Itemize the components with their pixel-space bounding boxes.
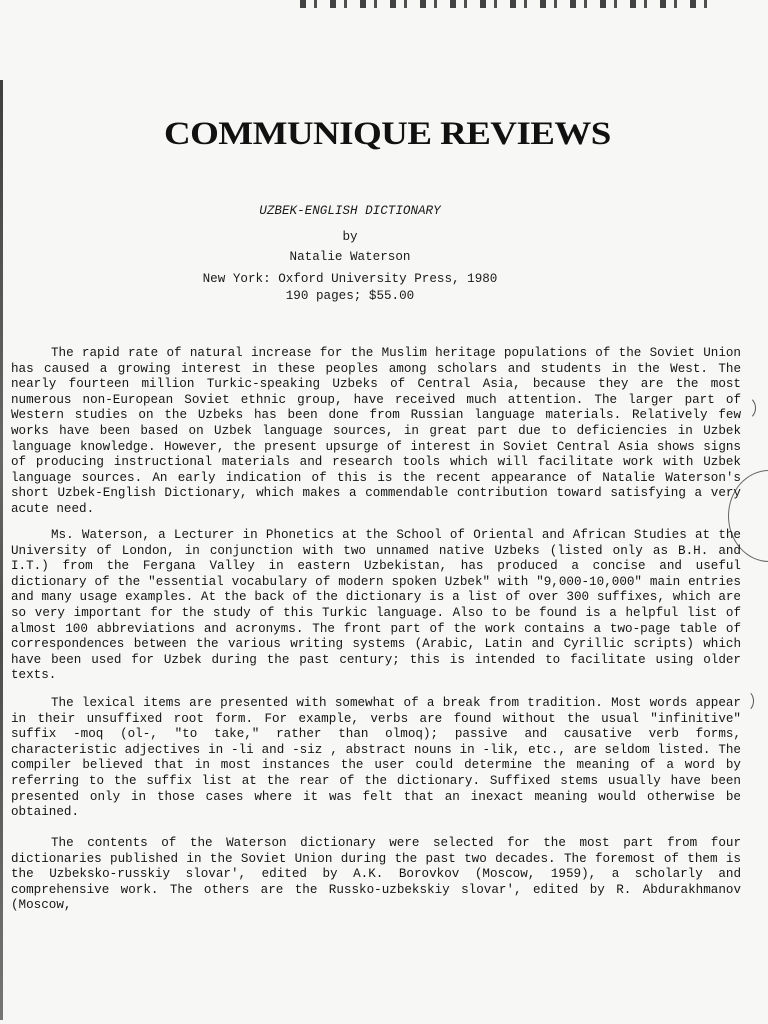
review-paragraph: Ms. Waterson, a Lecturer in Phonetics at the School of Oriental and African Studies at the University of London, in conjunction with two unnamed native Uzbeks (listed only as B.H. and I.T.) from the Fergana Valley in eastern Uzbekistan, has produced a concise and useful dictionary of the "essential vocabulary of modern spoken Uzbek" with "9,000-10,000" main entries and many usage examples. At the back of the dictionary is a list of over 300 suffixes, which are so very important for the study of this Turkic language. Also to be found is a helpful list of almost 100 abbreviations and acronyms. The front part of the work contains a two-page table of correspondences between the various writing systems (Arabic, Latin and Cyrillic scripts) which have been used for Uzbek during the past century; this is intended to facilitate using older texts.	[11, 528, 741, 683]
book-title: UZBEK-ENGLISH DICTIONARY	[259, 204, 441, 218]
masthead-title: COMMUNIQUE REVIEWS	[163, 116, 611, 152]
scan-artifact-left-edge	[0, 80, 3, 1020]
book-author: Natalie Waterson	[289, 250, 411, 264]
book-publisher: New York: Oxford University Press, 1980	[202, 272, 498, 286]
byline-by: by	[342, 230, 358, 244]
scan-artifact-top	[300, 0, 720, 8]
review-paragraph: The contents of the Waterson dictionary were selected for the most part from four dictionaries published in the Soviet Union during the past two decades. The foremost of them is the Uzbeksko-russkiy slovar', edited by A.K. Borovkov (Moscow, 1959), a scholarly and comprehensive work. The others are the Russko-uzbekskiy slovar', edited by R. Abdurakhmanov (Moscow,	[11, 836, 741, 913]
review-paragraph: The rapid rate of natural increase for the Muslim heritage populations of the Soviet Union has caused a growing interest in these peoples among scholars and students in the West. The nearly fourteen million Turkic-speaking Uzbeks of Central Asia, because they are the most numerous non-European Soviet ethnic group, have received much attention. The larger part of Western studies on the Uzbeks has been done from Russian language materials. Relatively few works have been based on Uzbek language sources, in great part due to deficiencies in Uzbek language knowledge. However, the present upsurge of interest in Soviet Central Asia shows signs of producing instructional materials and research tools which will facilitate work with Uzbek language sources. An early indication of this is the recent appearance of Natalie Waterson's short Uzbek-English Dictionary, which makes a commendable contribution toward satisfying a very acute need.	[11, 346, 741, 516]
review-paragraph: The lexical items are presented with somewhat of a break from tradition. Most words appear in their unsuffixed root form. For example, verbs are found without the usual "infinitive" suffix -moq (ol-, "to take," rather than olmoq); passive and causative verb forms, characteristic adjectives in -li and -siz , abstract nouns in -lik, etc., are seldom listed. The compiler believed that in most instances the user could determine the meaning of a word by referring to the suffix list at the rear of the dictionary. Suffixed stems usually have been presented only in those cases where it was felt that an inexact meaning would otherwise be obtained.	[11, 696, 741, 820]
book-pages-price: 190 pages; $55.00	[285, 289, 415, 303]
